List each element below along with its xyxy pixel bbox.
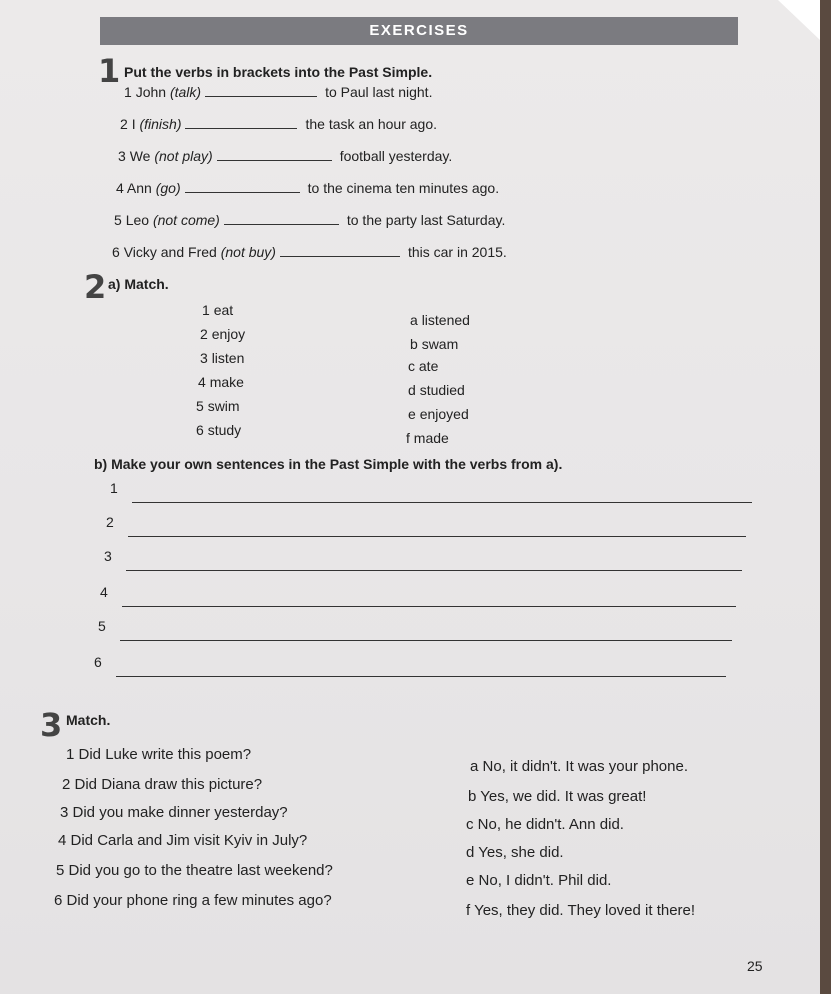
question-text: Did Luke write this poem? — [78, 746, 252, 763]
ex1-item-verb: (go) — [155, 180, 181, 196]
question-text: Did Carla and Jim visit Kyiv in July? — [70, 832, 308, 849]
answer-item — [468, 788, 646, 805]
ex1-item-rest: to Paul last night. — [325, 84, 433, 100]
match-left-number: 6 — [196, 422, 204, 438]
ex1-item-number: 3 — [118, 148, 126, 164]
answer-item — [466, 844, 564, 861]
exercises-banner — [100, 17, 738, 45]
writing-line[interactable] — [122, 606, 736, 607]
match-right-letter: a — [410, 312, 418, 328]
match-left-number: 3 — [200, 350, 208, 366]
ex1-item-subject: John — [135, 84, 167, 100]
match-left-word: study — [207, 422, 242, 438]
exercise-2-part-b: b) Make your own sentences in the Past Simple with the verbs from a). — [94, 456, 563, 472]
match-right-item — [406, 430, 449, 446]
ex1-item — [112, 244, 507, 260]
answer-letter: e — [466, 872, 475, 889]
answer-text: No, he didn't. Ann did. — [477, 816, 624, 833]
match-right-word: enjoyed — [419, 406, 469, 422]
ex1-item — [124, 84, 432, 100]
ex1-item-verb: (not buy) — [220, 244, 276, 260]
answer-item — [466, 816, 624, 833]
match-left-word: make — [209, 374, 244, 390]
ex1-item-number: 1 — [124, 84, 132, 100]
question-item — [66, 746, 251, 763]
question-item — [62, 776, 262, 793]
ex1-item-number: 6 — [112, 244, 120, 260]
question-item — [56, 862, 333, 879]
question-number: 1 — [66, 746, 75, 763]
answer-text: No, it didn't. It was your phone. — [482, 758, 688, 775]
ex1-item-number: 4 — [116, 180, 124, 196]
writing-line-number: 2 — [106, 514, 114, 530]
question-number: 5 — [56, 862, 65, 879]
ex1-item-verb: (not play) — [154, 148, 213, 164]
match-right-word: ate — [418, 358, 439, 374]
writing-line-number: 4 — [100, 584, 108, 600]
exercise-3-number: 3 — [40, 706, 63, 744]
match-right-word: studied — [419, 382, 465, 398]
answer-text: No, I didn't. Phil did. — [478, 872, 612, 889]
answer-letter: a — [470, 758, 479, 775]
match-left-item — [200, 326, 245, 342]
answer-blank[interactable] — [280, 244, 400, 257]
match-right-word: made — [413, 430, 449, 446]
writing-line[interactable] — [120, 640, 732, 641]
ex1-item-number: 2 — [120, 116, 128, 132]
question-number: 6 — [54, 892, 63, 909]
match-left-item — [202, 302, 233, 318]
ex1-item-rest: to the party last Saturday. — [346, 212, 506, 228]
question-text: Did you make dinner yesterday? — [72, 804, 288, 821]
question-item — [60, 804, 288, 821]
match-right-letter: b — [410, 336, 418, 352]
ex1-item — [116, 180, 499, 196]
answer-letter: f — [466, 902, 471, 919]
writing-line[interactable] — [126, 570, 742, 571]
ex1-item-number: 5 — [114, 212, 122, 228]
ex1-item-rest: football yesterday. — [339, 148, 453, 164]
ex1-item-subject: I — [131, 116, 136, 132]
match-right-letter: c — [408, 358, 415, 374]
ex1-item-verb: (talk) — [169, 84, 202, 100]
question-number: 3 — [60, 804, 69, 821]
banner-title: EXERCISES — [369, 22, 469, 39]
match-left-word: eat — [213, 302, 234, 318]
ex1-item-rest: this car in 2015. — [407, 244, 507, 260]
ex1-item-subject: Ann — [126, 180, 152, 196]
answer-letter: b — [468, 788, 477, 805]
match-right-item — [410, 312, 470, 328]
question-number: 2 — [62, 776, 71, 793]
question-item — [54, 892, 332, 909]
ex1-item-subject: Leo — [125, 212, 150, 228]
writing-line-number: 6 — [94, 654, 102, 670]
exercise-3-instruction: Match. — [66, 712, 111, 728]
match-left-item — [196, 398, 240, 414]
match-right-letter: d — [408, 382, 416, 398]
ex1-item-subject: We — [129, 148, 151, 164]
page-number: 25 — [747, 958, 763, 974]
answer-blank[interactable] — [185, 180, 300, 193]
answer-blank[interactable] — [185, 116, 297, 129]
answer-text: Yes, she did. — [478, 844, 564, 861]
writing-line[interactable] — [132, 502, 752, 503]
match-left-item — [200, 350, 244, 366]
ex1-item-verb: (finish) — [139, 116, 182, 132]
answer-blank[interactable] — [205, 84, 317, 97]
match-left-number: 4 — [198, 374, 206, 390]
ex1-item — [114, 212, 505, 228]
answer-blank[interactable] — [224, 212, 339, 225]
question-text: Did your phone ring a few minutes ago? — [66, 892, 332, 909]
answer-item — [470, 758, 688, 775]
answer-text: Yes, they did. They loved it there! — [474, 902, 696, 919]
writing-line-number: 5 — [98, 618, 106, 634]
question-text: Did Diana draw this picture? — [74, 776, 263, 793]
match-right-word: swam — [421, 336, 459, 352]
match-left-item — [196, 422, 241, 438]
match-right-item — [408, 382, 465, 398]
match-left-number: 1 — [202, 302, 210, 318]
ex1-item — [120, 116, 437, 132]
question-item — [58, 832, 307, 849]
answer-letter: c — [466, 816, 474, 833]
ex1-item-verb: (not come) — [152, 212, 220, 228]
match-right-word: listened — [421, 312, 470, 328]
match-left-word: listen — [211, 350, 245, 366]
writing-line-number: 3 — [104, 548, 112, 564]
match-right-letter: e — [408, 406, 416, 422]
writing-line[interactable] — [116, 676, 726, 677]
exercise-1-instruction: Put the verbs in brackets into the Past Simple. — [124, 64, 433, 80]
answer-letter: d — [466, 844, 475, 861]
answer-text: Yes, we did. It was great! — [480, 788, 647, 805]
writing-line-number: 1 — [110, 480, 118, 496]
match-left-word: swim — [207, 398, 240, 414]
match-right-item — [408, 358, 438, 374]
writing-line[interactable] — [128, 536, 746, 537]
ex1-item-subject: Vicky and Fred — [123, 244, 217, 260]
match-right-item — [410, 336, 458, 352]
answer-item — [466, 902, 695, 919]
match-right-letter: f — [406, 430, 410, 446]
ex1-item-rest: to the cinema ten minutes ago. — [307, 180, 500, 196]
exercise-1-number: 1 — [98, 52, 121, 90]
answer-blank[interactable] — [217, 148, 332, 161]
question-number: 4 — [58, 832, 67, 849]
exercise-2-number: 2 — [84, 268, 107, 306]
match-left-word: enjoy — [211, 326, 246, 342]
answer-item — [466, 872, 611, 889]
exercise-2-part-a: a) Match. — [108, 276, 169, 292]
match-left-number: 2 — [200, 326, 208, 342]
match-left-item — [198, 374, 244, 390]
question-text: Did you go to the theatre last weekend? — [68, 862, 333, 879]
ex1-item-rest: the task an hour ago. — [305, 116, 438, 132]
match-right-item — [408, 406, 469, 422]
ex1-item — [118, 148, 452, 164]
match-left-number: 5 — [196, 398, 204, 414]
page-corner — [760, 0, 820, 40]
